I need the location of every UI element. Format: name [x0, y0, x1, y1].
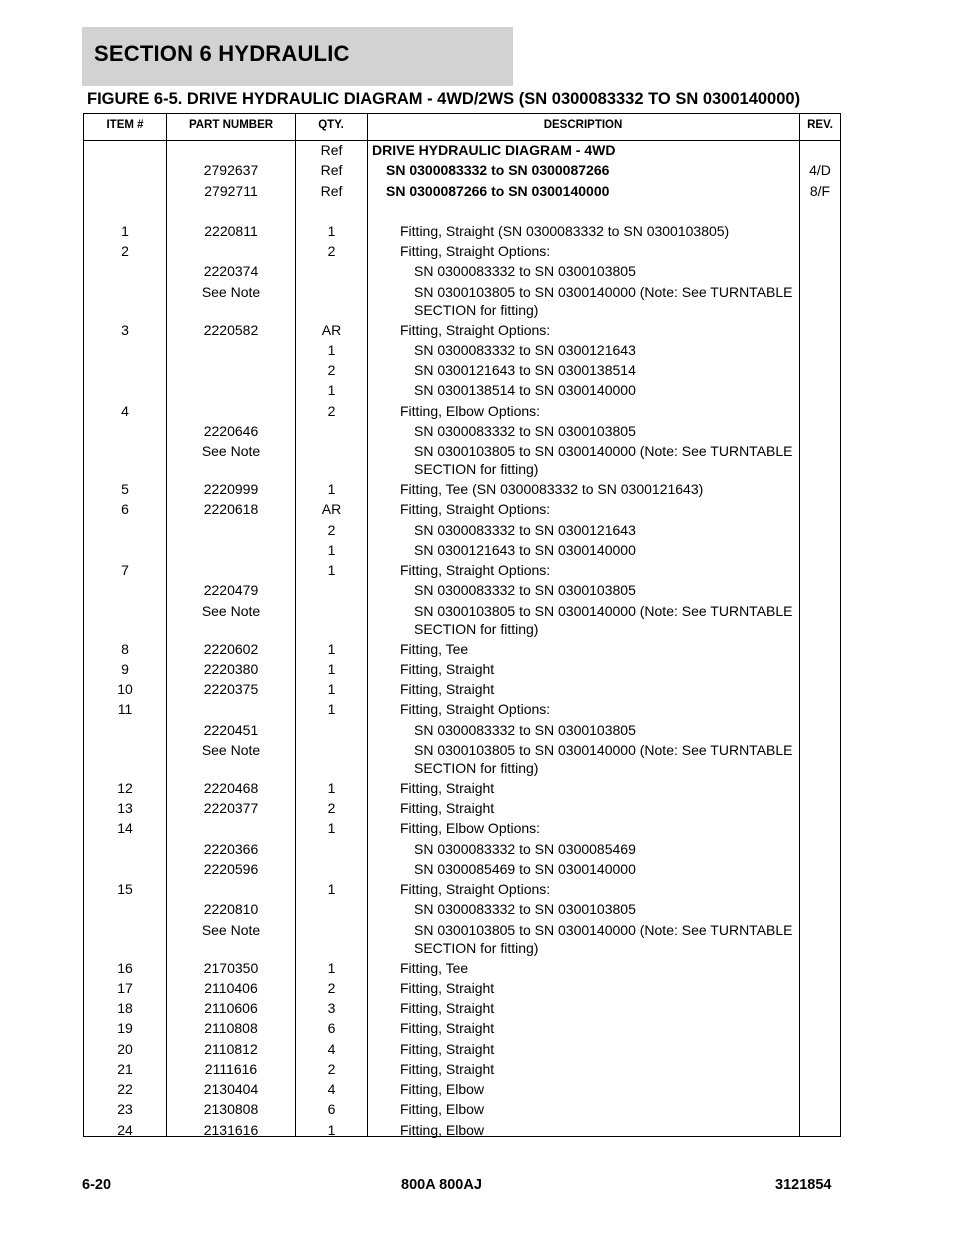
table-row	[84, 561, 840, 579]
item-number: 3	[121, 321, 129, 338]
description: SN 0300083332 to SN 0300103805	[414, 901, 636, 918]
quantity: Ref	[320, 142, 343, 158]
description: SN 0300083332 to SN 0300103805	[414, 582, 636, 599]
table-row	[84, 361, 840, 379]
description: SN 0300083332 to SN 0300121643	[414, 521, 636, 538]
item-number: 18	[117, 1000, 133, 1016]
item-number: 17	[117, 979, 133, 996]
item-number: 23	[117, 1101, 133, 1118]
table-row	[84, 1019, 840, 1037]
table-row	[84, 660, 840, 678]
description: SN 0300103805 to SN 0300140000 (Note: See TURNTABLE SECTION for fitting)	[414, 602, 793, 637]
quantity: 1	[327, 341, 336, 358]
part-number: 2220375	[203, 681, 259, 697]
quantity: 1	[327, 881, 336, 897]
table-row	[84, 242, 840, 260]
item-number: 10	[117, 681, 133, 697]
description: Fitting, Elbow Options:	[400, 402, 541, 419]
description: Fitting, Elbow	[400, 1081, 485, 1097]
quantity: 1	[327, 222, 336, 239]
part-number: 2792711	[204, 182, 258, 199]
header-item: ITEM #	[106, 119, 144, 131]
part-number: 2220479	[203, 582, 259, 599]
item-number: 19	[117, 1020, 133, 1037]
description: Fitting, Straight Options:	[400, 501, 551, 518]
part-number: See Note	[201, 283, 261, 300]
table-row	[84, 1100, 840, 1118]
description: SN 0300085469 to SN 0300140000	[414, 860, 636, 877]
part-number: 2220468	[203, 779, 259, 796]
table-row	[84, 480, 840, 498]
table-row	[84, 819, 840, 837]
quantity: 2	[327, 402, 336, 419]
table-row	[84, 799, 840, 817]
table-row	[84, 1060, 840, 1078]
table-row	[84, 283, 840, 318]
quantity: 2	[327, 979, 336, 996]
quantity: 1	[327, 1121, 336, 1138]
part-number: 2110406	[204, 979, 258, 996]
description: SN 0300103805 to SN 0300140000 (Note: See TURNTABLE SECTION for fitting)	[414, 921, 793, 956]
quantity: 1	[327, 660, 336, 677]
table-row	[84, 979, 840, 997]
description: Fitting, Straight	[400, 1000, 495, 1016]
parts-table	[83, 113, 841, 1137]
description: Fitting, Straight Options:	[400, 321, 551, 338]
part-number: 2220596	[203, 860, 259, 877]
part-number: 2220646	[203, 422, 259, 439]
item-number: 9	[121, 660, 129, 677]
quantity: 2	[327, 362, 336, 378]
footer-doc-number: 3121854	[775, 1177, 832, 1193]
part-number: 2220374	[203, 263, 259, 280]
item-number: 16	[117, 959, 133, 976]
section-banner	[82, 27, 513, 86]
header-rev: REV.	[807, 119, 833, 131]
description: Fitting, Straight	[400, 660, 495, 677]
table-row	[84, 779, 840, 797]
description: Fitting, Straight	[400, 681, 495, 697]
part-number: 2220602	[203, 640, 259, 657]
table-row	[84, 1080, 840, 1098]
part-number: 2110808	[204, 1020, 258, 1037]
description: SN 0300103805 to SN 0300140000 (Note: See TURNTABLE SECTION for fitting)	[414, 443, 793, 477]
description: Fitting, Straight Options:	[400, 243, 551, 259]
quantity: 1	[327, 701, 336, 718]
table-row	[84, 422, 840, 440]
description: Fitting, Tee	[400, 640, 469, 657]
footer-model: 800A 800AJ	[401, 1177, 482, 1193]
part-number: 2110812	[204, 1040, 258, 1057]
item-number: 14	[117, 820, 133, 837]
item-number: 5	[121, 481, 129, 497]
quantity: 2	[327, 521, 336, 538]
table-row	[84, 999, 840, 1017]
table-row	[84, 442, 840, 477]
description: Fitting, Straight	[400, 1060, 495, 1077]
quantity: 2	[327, 243, 336, 259]
description: SN 0300083332 to SN 0300085469	[414, 840, 636, 857]
description: Fitting, Straight Options:	[400, 562, 551, 578]
header-part-number: PART NUMBER	[188, 119, 274, 131]
description: Fitting, Tee	[400, 959, 469, 976]
part-number: See Note	[201, 921, 261, 938]
description: Fitting, Elbow	[400, 1101, 485, 1118]
table-row	[84, 700, 840, 718]
description: Fitting, Elbow Options:	[400, 820, 541, 837]
item-number: 12	[117, 779, 133, 796]
quantity: 1	[327, 382, 336, 399]
table-row	[84, 860, 840, 878]
table-row	[84, 541, 840, 559]
quantity: 1	[327, 681, 336, 697]
quantity: 1	[327, 562, 336, 578]
quantity: 1	[327, 959, 336, 976]
quantity: 4	[327, 1040, 336, 1057]
item-number: 4	[121, 402, 129, 419]
description: Fitting, Elbow	[400, 1121, 485, 1138]
item-number: 15	[117, 881, 133, 897]
item-number: 1	[121, 222, 129, 239]
table-row	[84, 381, 840, 399]
table-row	[84, 602, 840, 637]
table-row	[84, 741, 840, 776]
item-number: 21	[117, 1060, 133, 1077]
description: SN 0300083332 to SN 0300121643	[414, 341, 636, 358]
quantity: 6	[327, 1101, 336, 1118]
part-number: 2220380	[203, 660, 259, 677]
quantity: 2	[327, 800, 336, 816]
item-number: 2	[121, 243, 129, 259]
part-number: 2792637	[203, 162, 259, 179]
part-number: 2130808	[203, 1101, 259, 1118]
description: Fitting, Straight	[400, 779, 495, 796]
description: SN 0300121643 to SN 0300140000	[414, 541, 636, 558]
item-number: 11	[117, 701, 133, 718]
figure-title: FIGURE 6-5. DRIVE HYDRAULIC DIAGRAM - 4WD/2WS (SN 0300083332 TO SN 0300140000)	[87, 90, 801, 108]
description: Fitting, Straight	[400, 979, 495, 996]
header-description: DESCRIPTION	[543, 119, 623, 131]
footer-page-number: 6-20	[82, 1177, 112, 1193]
description: SN 0300083332 to SN 0300103805	[414, 263, 636, 280]
table-row	[84, 222, 840, 240]
table-row	[84, 161, 840, 179]
table-row	[84, 500, 840, 518]
part-number: 2170350	[203, 959, 259, 976]
description: SN 0300083332 to SN 0300103805	[414, 721, 636, 738]
quantity: 1	[327, 640, 336, 657]
revision: 4/D	[809, 162, 831, 179]
part-number: See Note	[201, 741, 261, 758]
part-number: 2220366	[203, 840, 259, 857]
table-row	[84, 640, 840, 658]
table-row	[84, 581, 840, 599]
part-number: See Note	[201, 602, 261, 619]
description: DRIVE HYDRAULIC DIAGRAM - 4WD	[372, 142, 616, 158]
table-row	[84, 840, 840, 858]
table-row	[84, 341, 840, 359]
table-row	[84, 182, 840, 200]
header-qty: QTY.	[318, 119, 344, 131]
quantity: AR	[321, 501, 342, 518]
description: SN 0300083332 to SN 0300087266	[386, 162, 610, 179]
table-row	[84, 1040, 840, 1058]
item-number: 8	[121, 640, 129, 657]
description: SN 0300103805 to SN 0300140000 (Note: See TURNTABLE SECTION for fitting)	[414, 741, 793, 776]
revision: 8/F	[809, 182, 831, 199]
item-number: 20	[117, 1040, 133, 1057]
quantity: 4	[327, 1081, 336, 1097]
quantity: 1	[327, 541, 336, 558]
table-row	[84, 521, 840, 539]
part-number: 2110606	[204, 1000, 258, 1016]
item-number: 22	[117, 1081, 133, 1097]
part-number: 2220999	[203, 481, 259, 497]
quantity: 6	[327, 1020, 336, 1037]
quantity: 2	[327, 1060, 336, 1077]
table-row	[84, 959, 840, 977]
table-row	[84, 900, 840, 918]
quantity: 1	[327, 820, 336, 837]
quantity: Ref	[320, 162, 343, 179]
table-row	[84, 321, 840, 339]
table-row	[84, 880, 840, 898]
item-number: 6	[121, 501, 129, 518]
table-row	[84, 1121, 840, 1139]
description: SN 0300083332 to SN 0300103805	[414, 422, 636, 439]
part-number: 2130404	[203, 1081, 259, 1097]
part-number: 2220811	[204, 222, 258, 239]
description: SN 0300121643 to SN 0300138514	[414, 362, 636, 378]
table-row	[84, 921, 840, 956]
description: Fitting, Straight (SN 0300083332 to SN 0300103805)	[400, 222, 730, 239]
quantity: 1	[327, 779, 336, 796]
description: Fitting, Straight Options:	[400, 881, 551, 897]
item-number: 13	[117, 800, 133, 816]
part-number: 2220618	[203, 501, 259, 518]
item-number: 7	[121, 562, 129, 578]
part-number: 2220377	[203, 800, 259, 816]
part-number: 2220582	[203, 321, 259, 338]
table-row	[84, 141, 840, 159]
table-row	[84, 262, 840, 280]
description: SN 0300138514 to SN 0300140000	[414, 382, 636, 399]
description: Fitting, Straight Options:	[400, 701, 551, 718]
part-number: 2220810	[203, 901, 259, 918]
part-number: 2131616	[203, 1121, 259, 1138]
quantity: AR	[321, 321, 342, 338]
table-row	[84, 402, 840, 420]
description: SN 0300087266 to SN 0300140000	[386, 182, 610, 199]
quantity: Ref	[320, 182, 343, 199]
part-number: 2220451	[203, 721, 259, 738]
part-number: See Note	[201, 443, 261, 459]
description: Fitting, Straight	[400, 800, 495, 816]
quantity: 3	[327, 1000, 336, 1016]
table-row	[84, 680, 840, 698]
description: Fitting, Straight	[400, 1020, 495, 1037]
table-row	[84, 721, 840, 739]
part-number: 2111616	[204, 1060, 258, 1077]
description: SN 0300103805 to SN 0300140000 (Note: See TURNTABLE SECTION for fitting)	[414, 283, 793, 318]
quantity: 1	[327, 481, 336, 497]
description: Fitting, Tee (SN 0300083332 to SN 0300121643)	[400, 481, 704, 497]
section-title: SECTION 6 HYDRAULIC	[94, 41, 350, 66]
item-number: 24	[117, 1121, 133, 1138]
description: Fitting, Straight	[400, 1040, 495, 1057]
